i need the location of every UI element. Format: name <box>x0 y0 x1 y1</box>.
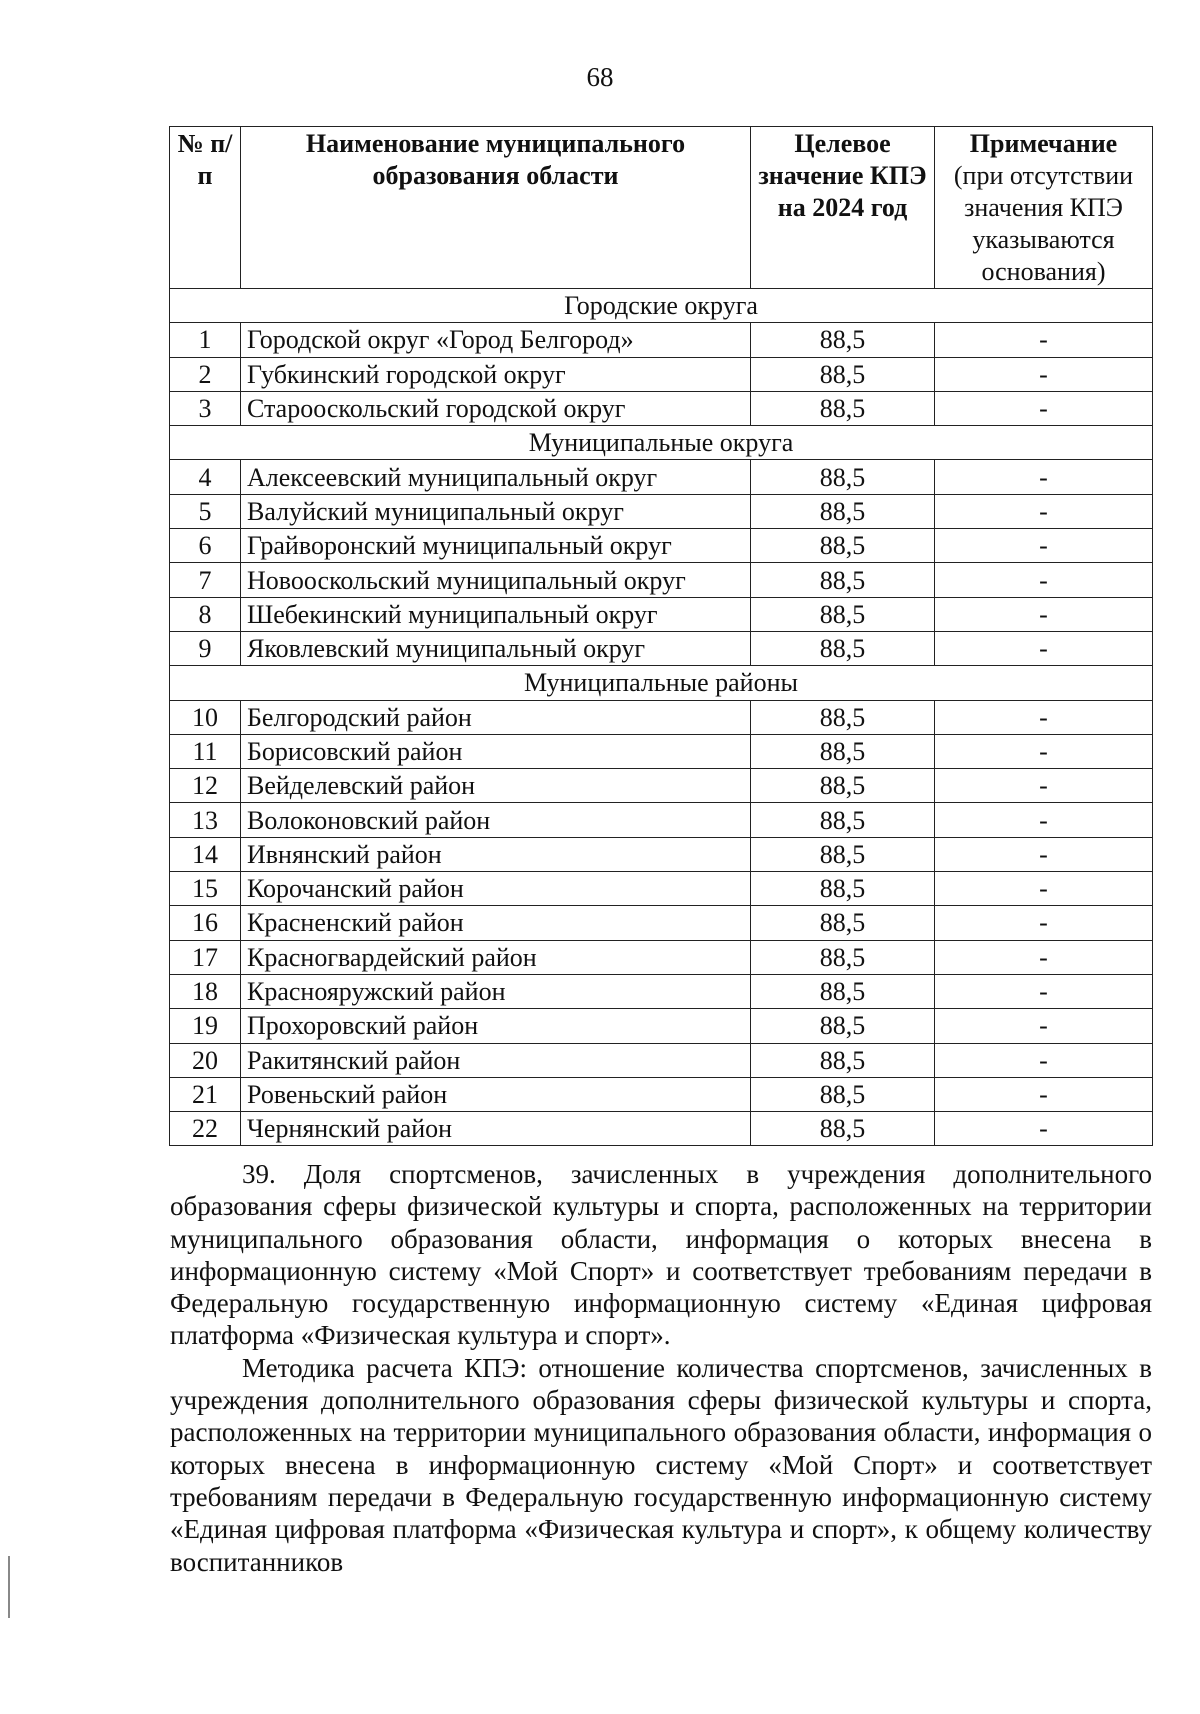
row-number: 14 <box>170 837 241 871</box>
table-row <box>170 391 1153 425</box>
target-value: 88,5 <box>751 803 935 837</box>
section-title: Муниципальные округа <box>170 426 1153 460</box>
row-number: 8 <box>170 597 241 631</box>
table-row <box>170 1112 1153 1146</box>
target-value: 88,5 <box>751 872 935 906</box>
table-body <box>170 289 1153 1146</box>
municipality-name: Волоконовский район <box>241 803 751 837</box>
table-row <box>170 563 1153 597</box>
scan-edge-mark <box>8 1556 10 1618</box>
target-value: 88,5 <box>751 837 935 871</box>
table-header <box>170 127 1153 289</box>
municipality-name: Старооскольский городской округ <box>241 391 751 425</box>
table-row <box>170 631 1153 665</box>
section-title: Муниципальные районы <box>170 666 1153 700</box>
remark: - <box>935 460 1153 494</box>
section-row <box>170 289 1153 323</box>
municipality-name: Шебекинский муниципальный округ <box>241 597 751 631</box>
municipality-name: Белгородский район <box>241 700 751 734</box>
table-row <box>170 357 1153 391</box>
table-row <box>170 837 1153 871</box>
body-text <box>170 1158 1152 1578</box>
header-num: № п/п <box>170 127 241 289</box>
table-row <box>170 529 1153 563</box>
remark: - <box>935 1009 1153 1043</box>
remark: - <box>935 1112 1153 1146</box>
row-number: 11 <box>170 734 241 768</box>
row-number: 6 <box>170 529 241 563</box>
remark: - <box>935 529 1153 563</box>
target-value: 88,5 <box>751 974 935 1008</box>
remark: - <box>935 734 1153 768</box>
remark: - <box>935 769 1153 803</box>
header-name: Наименование муниципального образования области <box>241 127 751 289</box>
header-note <box>935 127 1153 289</box>
remark: - <box>935 563 1153 597</box>
remark: - <box>935 1077 1153 1111</box>
municipality-name: Прохоровский район <box>241 1009 751 1043</box>
municipality-name: Грайворонский муниципальный округ <box>241 529 751 563</box>
remark: - <box>935 494 1153 528</box>
municipality-name: Корочанский район <box>241 872 751 906</box>
remark: - <box>935 906 1153 940</box>
row-number: 7 <box>170 563 241 597</box>
remark: - <box>935 323 1153 357</box>
municipality-name: Ровеньский район <box>241 1077 751 1111</box>
target-value: 88,5 <box>751 529 935 563</box>
row-number: 10 <box>170 700 241 734</box>
target-value: 88,5 <box>751 940 935 974</box>
row-number: 9 <box>170 631 241 665</box>
target-value: 88,5 <box>751 631 935 665</box>
target-value: 88,5 <box>751 1077 935 1111</box>
table-row <box>170 769 1153 803</box>
target-value: 88,5 <box>751 700 935 734</box>
row-number: 12 <box>170 769 241 803</box>
target-value: 88,5 <box>751 460 935 494</box>
section-row <box>170 426 1153 460</box>
remark: - <box>935 1043 1153 1077</box>
municipality-name: Красногвардейский район <box>241 940 751 974</box>
remark: - <box>935 700 1153 734</box>
paragraph: Методика расчета КПЭ: отношение количества спортсменов, зачисленных в учреждения дополнительного образования сферы физической культуры и спорта, расположенных на территории муниципального образования области, информация о которых внесена в информационную систему «Мой Спорт» и соответствует требованиям передачи в Федеральную государственную информационную систему «Единая цифровая платформа «Физическая культура и спорт», к общему количеству воспитанников <box>170 1352 1152 1577</box>
table-row <box>170 872 1153 906</box>
row-number: 15 <box>170 872 241 906</box>
table-row <box>170 1009 1153 1043</box>
table-row <box>170 700 1153 734</box>
municipality-name: Яковлевский муниципальный округ <box>241 631 751 665</box>
section-title: Городские округа <box>170 289 1153 323</box>
table-row <box>170 940 1153 974</box>
target-value: 88,5 <box>751 1043 935 1077</box>
target-value: 88,5 <box>751 734 935 768</box>
target-value: 88,5 <box>751 1112 935 1146</box>
target-value: 88,5 <box>751 769 935 803</box>
municipality-name: Вейделевский район <box>241 769 751 803</box>
target-value: 88,5 <box>751 391 935 425</box>
remark: - <box>935 631 1153 665</box>
municipality-name: Ивнянский район <box>241 837 751 871</box>
kpe-table <box>169 126 1153 1146</box>
header-note-text: (при отсутствии значения КПЭ указываются основания) <box>953 161 1134 286</box>
remark: - <box>935 597 1153 631</box>
target-value: 88,5 <box>751 323 935 357</box>
municipality-name: Ракитянский район <box>241 1043 751 1077</box>
row-number: 3 <box>170 391 241 425</box>
remark: - <box>935 940 1153 974</box>
municipality-name: Красненский район <box>241 906 751 940</box>
table-row <box>170 597 1153 631</box>
row-number: 13 <box>170 803 241 837</box>
row-number: 1 <box>170 323 241 357</box>
remark: - <box>935 803 1153 837</box>
row-number: 4 <box>170 460 241 494</box>
table-row <box>170 323 1153 357</box>
row-number: 21 <box>170 1077 241 1111</box>
municipality-name: Городской округ «Город Белгород» <box>241 323 751 357</box>
table-row <box>170 974 1153 1008</box>
municipality-name: Борисовский район <box>241 734 751 768</box>
remark: - <box>935 974 1153 1008</box>
target-value: 88,5 <box>751 597 935 631</box>
table-row <box>170 734 1153 768</box>
table-row <box>170 906 1153 940</box>
table-row <box>170 1077 1153 1111</box>
table-row <box>170 803 1153 837</box>
municipality-name: Новооскольский муниципальный округ <box>241 563 751 597</box>
row-number: 17 <box>170 940 241 974</box>
table-row <box>170 460 1153 494</box>
remark: - <box>935 357 1153 391</box>
target-value: 88,5 <box>751 906 935 940</box>
row-number: 20 <box>170 1043 241 1077</box>
target-value: 88,5 <box>751 1009 935 1043</box>
municipality-name: Валуйский муниципальный округ <box>241 494 751 528</box>
paragraph: 39. Доля спортсменов, зачисленных в учреждения дополнительного образования сферы физической культуры и спорта, расположенных на территории муниципального образования области, информация о которых внесена в информационную систему «Мой Спорт» и соответствует требованиям передачи в Федеральную государственную информационную систему «Единая цифровая платформа «Физическая культура и спорт». <box>170 1159 1152 1351</box>
table-row <box>170 494 1153 528</box>
municipality-name: Губкинский городской округ <box>241 357 751 391</box>
target-value: 88,5 <box>751 563 935 597</box>
municipality-name: Чернянский район <box>241 1112 751 1146</box>
municipality-name: Алексеевский муниципальный округ <box>241 460 751 494</box>
remark: - <box>935 837 1153 871</box>
row-number: 19 <box>170 1009 241 1043</box>
section-row <box>170 666 1153 700</box>
row-number: 18 <box>170 974 241 1008</box>
target-value: 88,5 <box>751 494 935 528</box>
row-number: 22 <box>170 1112 241 1146</box>
header-note-title: Примечание <box>969 129 1118 158</box>
table-row <box>170 1043 1153 1077</box>
row-number: 16 <box>170 906 241 940</box>
target-value: 88,5 <box>751 357 935 391</box>
remark: - <box>935 872 1153 906</box>
row-number: 5 <box>170 494 241 528</box>
municipality-name: Краснояружский район <box>241 974 751 1008</box>
row-number: 2 <box>170 357 241 391</box>
header-target: Целевое значение КПЭ на 2024 год <box>751 127 935 289</box>
page-number: 68 <box>586 62 614 92</box>
remark: - <box>935 391 1153 425</box>
